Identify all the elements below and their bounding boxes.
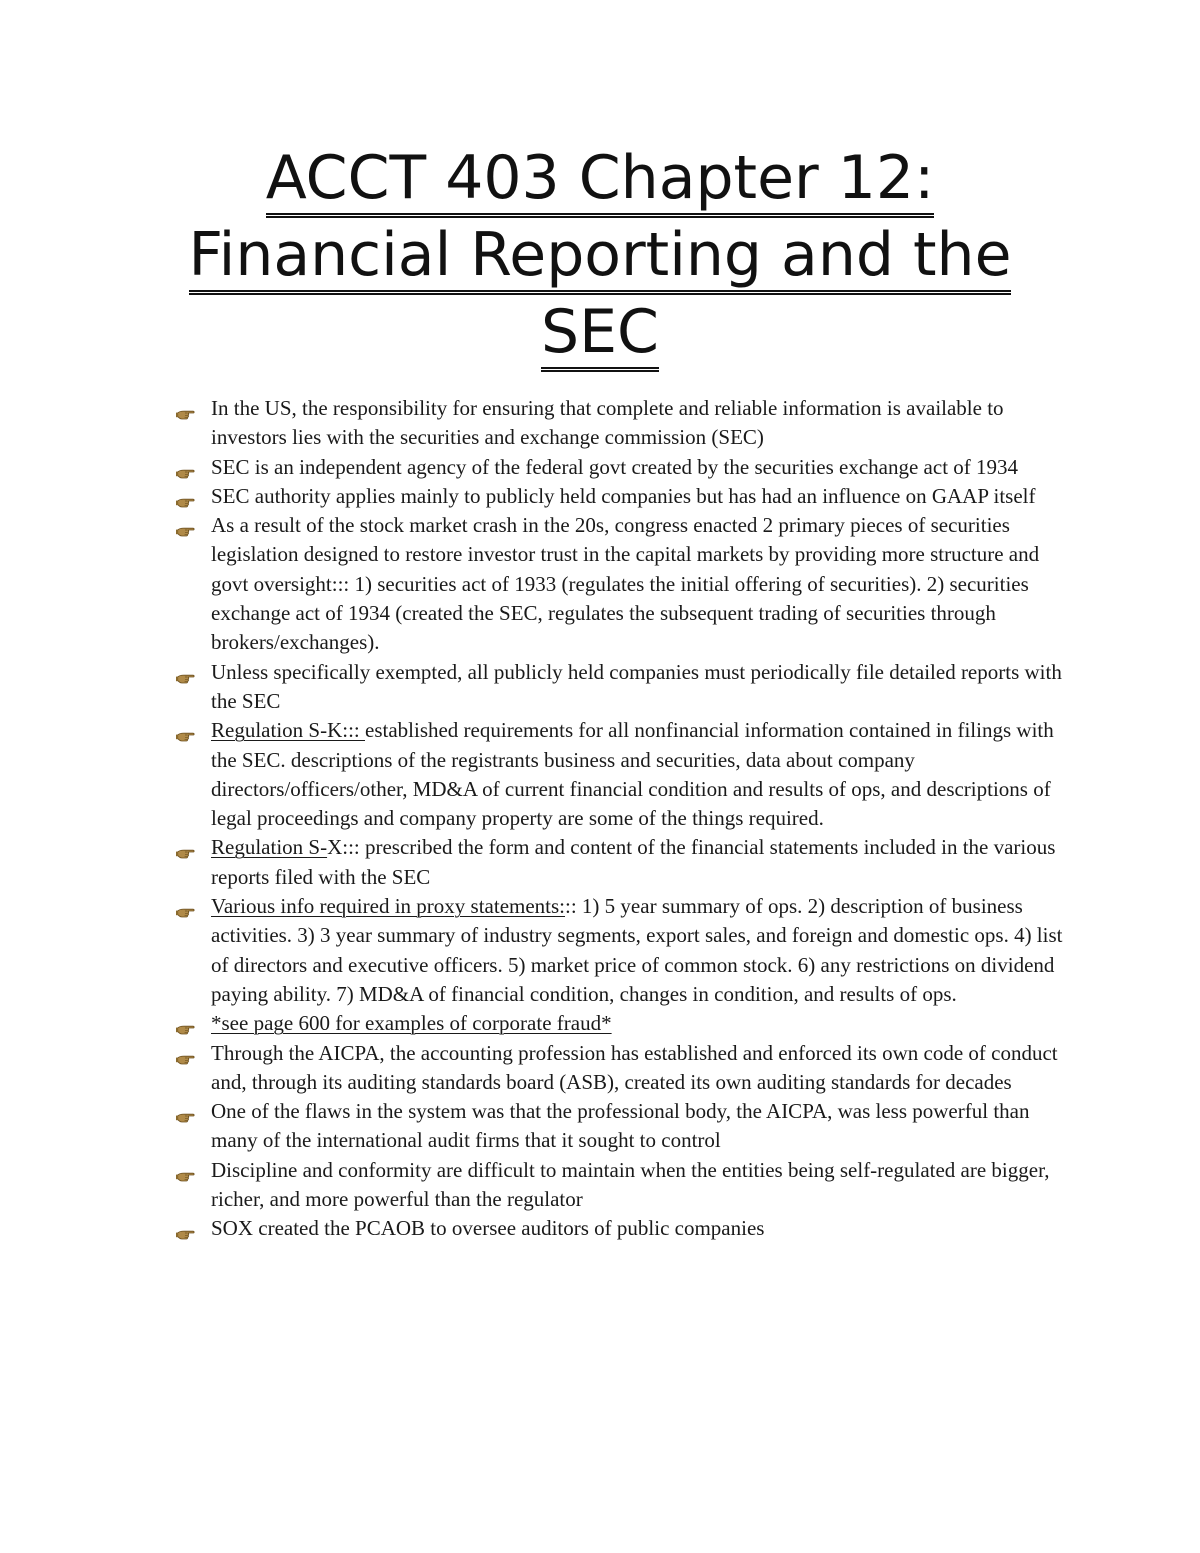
bullet-item	[176, 511, 1076, 657]
bullet-item	[176, 658, 1076, 717]
bullet-item	[176, 394, 1076, 453]
bullet-item	[176, 892, 1076, 1009]
pointing-hand-icon	[176, 1103, 198, 1119]
bullet-lead: Various info required in proxy statements:	[211, 894, 566, 919]
pointing-hand-icon	[176, 898, 198, 914]
title-line-2: Financial Reporting and the	[189, 220, 1012, 295]
bullet-text: X::: prescribed the form and content of the financial statements included in the various reports filed with the SEC	[211, 835, 1056, 889]
pointing-hand-icon	[176, 1015, 198, 1031]
bullet-text: Through the AICPA, the accounting profession has established and enforced its own code of conduct and, through its auditing standards board (ASB), created its own auditing standards for decades	[211, 1040, 1058, 1094]
pointing-hand-icon	[176, 459, 198, 475]
bullet-item	[176, 1009, 1076, 1038]
pointing-hand-icon	[176, 1220, 198, 1236]
bullet-item	[176, 1214, 1076, 1243]
pointing-hand-icon	[176, 1162, 198, 1178]
bullet-text: Discipline and conformity are difficult to maintain when the entities being self-regulated are bigger, richer, and more powerful than the regulator	[211, 1157, 1050, 1212]
pointing-hand-icon	[176, 722, 198, 738]
bullet-text: As a result of the stock market crash in the 20s, congress enacted 2 primary pieces of securities legislation designed to restore investor trust in the capital markets by providing more structure and govt oversight::: 1) securities act of 1933 (regulates the initial offering of securities). 2) securities exchange act of 1934 (created the SEC, regulates the subsequent trading of securities through brokers/exchanges).	[211, 513, 1040, 655]
bullet-text: SEC authority applies mainly to publicly held companies but has had an influence on GAAP itself	[211, 483, 1036, 508]
bullet-item	[176, 1156, 1076, 1215]
pointing-hand-icon	[176, 1045, 198, 1061]
bullet-text: SOX created the PCAOB to oversee auditors of public companies	[211, 1216, 765, 1241]
pointing-hand-icon	[176, 488, 198, 504]
bullet-text: In the US, the responsibility for ensuring that complete and reliable information is available to investors lies with the securities and exchange commission (SEC)	[211, 396, 1004, 450]
title-line-1: ACCT 403 Chapter 12:	[266, 143, 935, 218]
bullet-item	[176, 833, 1076, 892]
bullet-text: One of the flaws in the system was that the professional body, the AICPA, was less powerful than many of the international audit firms that it sought to control	[211, 1099, 1030, 1153]
bullet-text: :: 1) 5 year summary of ops. 2) description of business activities. 3) 3 year summary of industry segments, export sales, and foreign and domestic ops. 4) list of directors and executive officers. 5) market price of common stock. 6) any restrictions on dividend paying ability. 7) MD&A of financial condition, changes in condition, and results of ops.	[211, 894, 1063, 1006]
bullet-item	[176, 482, 1076, 511]
bullet-lead: *see page 600 for examples of corporate fraud*	[211, 1011, 612, 1036]
bullet-text: Unless specifically exempted, all publicly held companies must periodically file detailed reports with the SEC	[211, 659, 1062, 713]
page-title	[100, 140, 1100, 371]
pointing-hand-icon	[176, 400, 198, 416]
bullet-lead: Regulation S-	[211, 835, 328, 860]
pointing-hand-icon	[176, 839, 198, 855]
bullet-item	[176, 1039, 1076, 1098]
pointing-hand-icon	[176, 517, 198, 533]
bullet-text: SEC is an independent agency of the federal govt created by the securities exchange act of 1934	[211, 454, 1019, 479]
title-line-3: SEC	[541, 297, 659, 372]
bullet-item	[176, 1097, 1076, 1156]
bullet-item	[176, 716, 1076, 833]
bullet-text: established requirements for all nonfinancial information contained in filings with the SEC. descriptions of the registrants business and securities, data about company directors/officers/other, MD&A of current financial condition and results of ops, and descriptions of legal proceedings and company property are some of the things required.	[211, 718, 1054, 831]
bullet-lead: Regulation S-K:::	[211, 718, 365, 743]
bullet-list	[176, 394, 1076, 1244]
pointing-hand-icon	[176, 664, 198, 680]
bullet-item	[176, 453, 1076, 482]
